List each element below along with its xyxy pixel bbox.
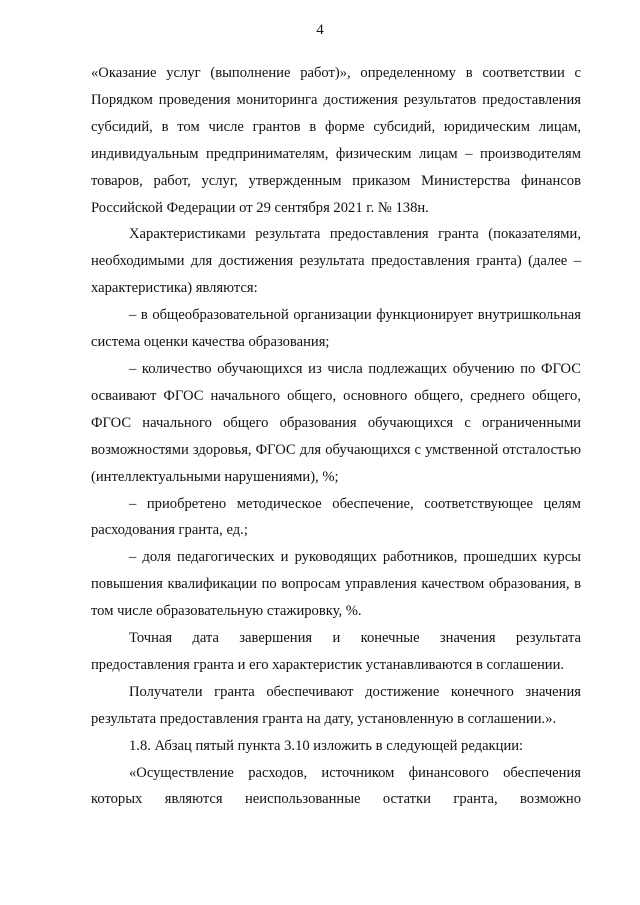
paragraph-2: Характеристиками результата предоставления гранта (показателями, необходимыми для достижения результата предоставления гранта) (далее – характеристика) являются:	[91, 226, 581, 297]
paragraph-4: Получатели гранта обеспечивают достижение конечного значения результата предоставления гранта на дату, установленную в соглашении.».	[91, 683, 581, 727]
list-item-1: – в общеобразовательной организации функционирует внутришкольная система оценки качества образования;	[91, 307, 581, 351]
list-item-2: – количество обучающихся из числа подлежащих обучению по ФГОС осваивают ФГОС начального общего, основного общего, среднего общего, ФГОС начального общего образования обучающихся с ограниченными возможностями здоровья, ФГОС для обучающихся с умственной отсталостью (интеллектуальными нарушениями), %;	[91, 360, 581, 485]
page-number: 4	[316, 22, 324, 38]
paragraph-1: «Оказание услуг (выполнение работ)», определенному в соответствии с Порядком проведения мониторинга достижения результатов предоставления субсидий, в том числе грантов в форме субсидий, юридическим лицам, индивидуальным предпринимателям, физическим лицам – производителям товаров, работ, услуг, утвержденным приказом Министерства финансов Российской Федерации от 29 сентября 2021 г. № 138н.	[91, 65, 581, 216]
paragraph-6: «Осуществление расходов, источником финансового обеспечения которых являются неиспользованные остатки гранта, возможно	[91, 764, 581, 808]
list-item-4: – доля педагогических и руководящих работников, прошедших курсы повышения квалификации по вопросам управления качеством образования, в том числе образовательную стажировку, %.	[91, 549, 581, 620]
paragraph-5: 1.8. Абзац пятый пункта 3.10 изложить в следующей редакции:	[129, 737, 524, 754]
paragraph-3: Точная дата завершения и конечные значения результата предоставления гранта и его характеристик устанавливаются в соглашении.	[91, 630, 581, 673]
list-item-3: – приобретено методическое обеспечение, соответствующее целям расходования гранта, ед.;	[91, 495, 581, 539]
document-body	[91, 60, 581, 813]
